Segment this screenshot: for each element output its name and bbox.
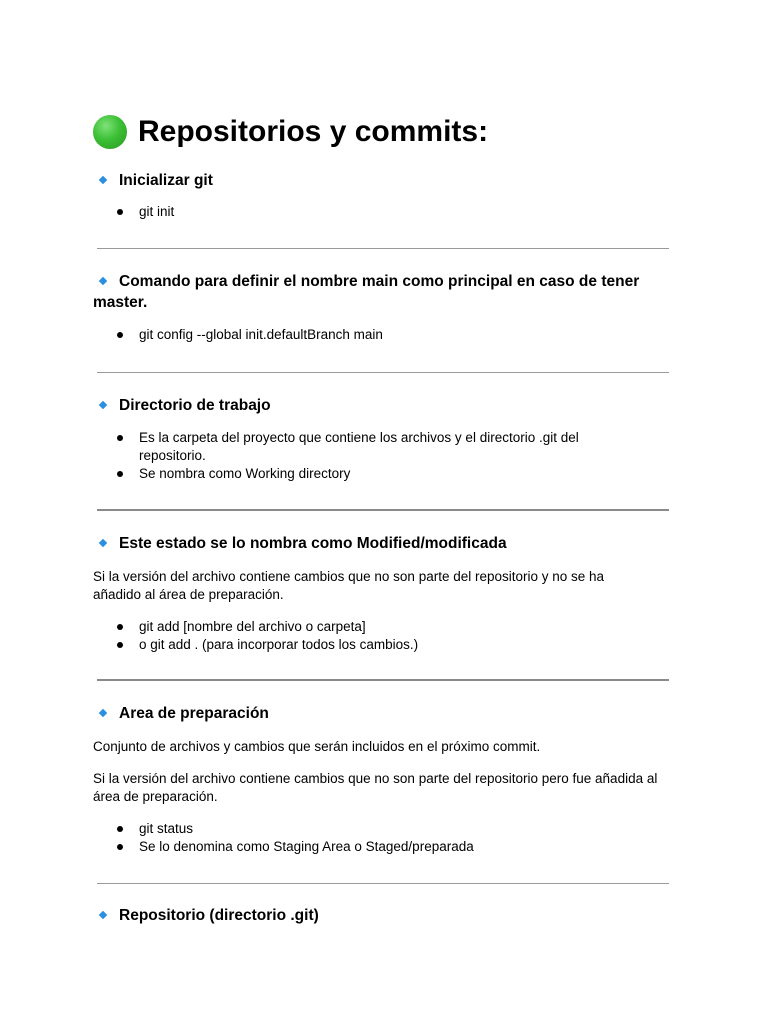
page-title — [93, 114, 488, 150]
paragraph: Si la versión del archivo contiene cambios que no son parte del repositorio pero fue añadida al área de preparación. — [93, 771, 658, 804]
section-heading — [93, 395, 670, 416]
bullet-list — [93, 326, 670, 344]
list-item: git config --global init.defaultBranch main — [93, 326, 670, 344]
blue-diamond-icon — [99, 709, 107, 717]
section-heading — [93, 271, 670, 313]
blue-diamond-icon — [99, 539, 107, 547]
divider — [97, 883, 669, 884]
list-item: o git add . (para incorporar todos los cambios.) — [93, 636, 670, 654]
blue-diamond-icon — [99, 176, 107, 184]
section-heading-text: Area de preparación — [119, 705, 269, 722]
green-circle-icon — [93, 115, 127, 149]
section-area-preparacion — [93, 703, 670, 856]
list-item: git status — [93, 820, 670, 838]
blue-diamond-icon — [99, 277, 107, 285]
paragraph: Si la versión del archivo contiene cambios que no son parte del repositorio y no se ha añadido al área de preparación. — [93, 569, 605, 602]
bullet-list — [93, 820, 670, 856]
paragraph: Conjunto de archivos y cambios que serán incluidos en el próximo commit. — [93, 739, 541, 754]
section-default-branch — [93, 271, 670, 344]
divider — [97, 248, 669, 249]
bullet-list — [93, 203, 670, 221]
list-item: git add [nombre del archivo o carpeta] — [93, 618, 670, 636]
section-heading-text: Comando para definir el nombre main como principal en caso de tener master. — [93, 273, 640, 311]
list-item: Se lo denomina como Staging Area o Staged/preparada — [93, 838, 670, 856]
bullet-list — [93, 429, 623, 483]
list-item: Se nombra como Working directory — [93, 465, 623, 483]
section-heading — [93, 170, 670, 191]
section-heading — [93, 905, 670, 926]
section-repositorio — [93, 905, 670, 926]
blue-diamond-icon — [99, 401, 107, 409]
blue-diamond-icon — [99, 911, 107, 919]
section-heading — [93, 703, 670, 724]
section-inicializar-git — [93, 170, 670, 221]
divider — [97, 372, 669, 373]
section-heading-text: Directorio de trabajo — [119, 397, 271, 414]
bullet-list — [93, 618, 670, 654]
section-heading-text: Este estado se lo nombra como Modified/modificada — [119, 535, 507, 552]
divider — [97, 679, 669, 681]
list-item: git init — [93, 203, 670, 221]
section-directorio-trabajo — [93, 395, 670, 483]
section-heading — [93, 533, 670, 554]
list-item: Es la carpeta del proyecto que contiene los archivos y el directorio .git del repositorio. — [93, 429, 623, 465]
divider — [97, 509, 669, 511]
section-modified — [93, 533, 670, 654]
section-heading-text: Inicializar git — [119, 172, 213, 189]
section-heading-text: Repositorio (directorio .git) — [119, 907, 319, 924]
page-title-text: Repositorios y commits: — [138, 115, 489, 148]
